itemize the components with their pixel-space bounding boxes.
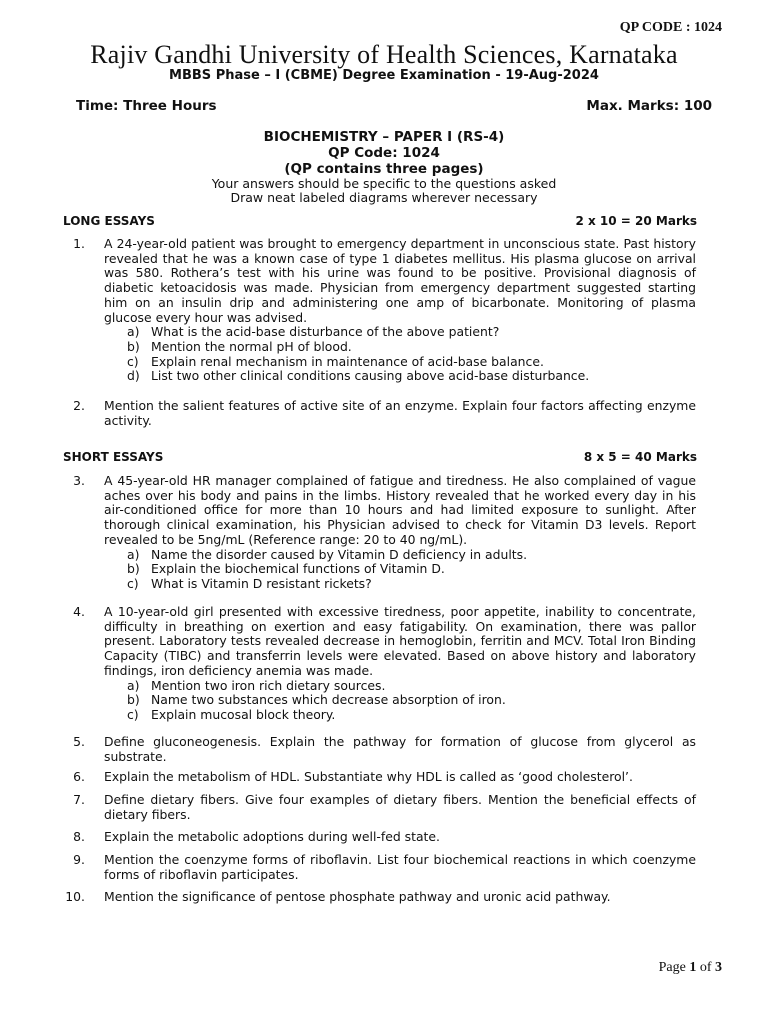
subject-block <box>0 129 768 177</box>
question-6 <box>63 770 696 785</box>
sub-question <box>127 325 696 340</box>
question-2 <box>63 399 696 428</box>
university-title: Rajiv Gandhi University of Health Sciences, Karnataka <box>90 40 678 69</box>
sub-label: b) <box>127 338 140 354</box>
sub-text: List two other clinical conditions causing above acid-base disturbance. <box>151 368 590 384</box>
question-number: 5. <box>73 734 85 749</box>
question-text: Mention the coenzyme forms of riboflavin. List four biochemical reactions in which coenzyme forms of riboflavin participates. <box>104 852 696 882</box>
pages-note: (QP contains three pages) <box>284 161 484 177</box>
page-number: 1 <box>689 960 697 975</box>
question-text: A 10-year-old girl presented with excessive tiredness, poor appetite, inability to concentrate, difficulty in breathing on exertion and easy fatigability. On examination, there was pallor present. Laboratory tests revealed decrease in hemoglobin, ferritin and MCV. Total Iron Binding Capacity (TIBC) and transferrin levels were elevated. Based on above history and laboratory findings, iron deficiency anemia was made. <box>104 604 696 678</box>
sub-label: c) <box>127 353 139 369</box>
question-text: A 24-year-old patient was brought to emergency department in unconscious state. Past history revealed that he was a known case of type 1 diabetes mellitus. His plasma glucose on arrival was 580. Rothera’s test with his urine was found to be positive. Provisional diagnosis of diabetic ketoacidosis was made. Physician from emergency department suggested starting him on an insulin drip and administering one amp of bicarbonate. Monitoring of plasma glucose every hour was advised. <box>104 236 696 325</box>
sub-question <box>127 548 696 563</box>
sub-text: What is the acid-base disturbance of the above patient? <box>151 324 500 340</box>
sub-question <box>127 340 696 355</box>
page-word: Page <box>658 960 686 975</box>
question-text: A 45-year-old HR manager complained of fatigue and tiredness. He also complained of vague aches over his body and pains in the limbs. History revealed that he worked every day in his air-conditioned office for more than 10 hours and had limited exposure to sunlight. After thorough clinical examination, his Physician advised to check for Vitamin D3 levels. Report revealed to be 5ng/mL (Reference range: 20 to 40 ng/mL). <box>104 473 696 547</box>
question-text: Explain the metabolic adoptions during well-fed state. <box>104 829 440 844</box>
short-essays-heading: SHORT ESSAYS <box>63 450 164 464</box>
sub-question <box>127 693 696 708</box>
sub-label: a) <box>127 324 140 340</box>
question-text: Define gluconeogenesis. Explain the pathway for formation of glucose from glycerol as substrate. <box>104 734 696 764</box>
question-number: 4. <box>73 604 85 619</box>
question-5 <box>63 735 696 764</box>
question-10 <box>63 890 696 905</box>
sub-label: a) <box>127 546 140 562</box>
question-number: 6. <box>73 769 85 784</box>
of-word: of <box>699 960 712 975</box>
question-text: Mention the salient features of active site of an enzyme. Explain four factors affecting enzyme activity. <box>104 398 696 428</box>
question-3 <box>63 474 696 592</box>
sub-questions <box>127 679 696 723</box>
instructions <box>0 177 768 205</box>
question-number: 9. <box>73 852 85 867</box>
long-essays-marks: 2 x 10 = 20 Marks <box>575 214 697 228</box>
question-number: 1. <box>73 236 85 251</box>
qp-code: QP CODE : 1024 <box>619 20 722 35</box>
sub-question <box>127 679 696 694</box>
sub-question <box>127 562 696 577</box>
sub-text: Explain mucosal block theory. <box>151 706 336 722</box>
sub-label: a) <box>127 677 140 693</box>
short-essays-heading-row <box>63 450 697 464</box>
question-number: 10. <box>65 889 85 904</box>
instruction-1: Your answers should be specific to the questions asked <box>211 176 557 191</box>
sub-text: Explain renal mechanism in maintenance of acid-base balance. <box>151 353 544 369</box>
question-number: 8. <box>73 829 85 844</box>
sub-label: c) <box>127 575 139 591</box>
long-essays-heading: LONG ESSAYS <box>63 214 155 228</box>
sub-label: d) <box>127 368 140 384</box>
exam-title: MBBS Phase – I (CBME) Degree Examination - 19-Aug-2024 <box>169 68 599 83</box>
subject-title: BIOCHEMISTRY – PAPER I (RS-4) <box>263 129 505 145</box>
sub-question <box>127 369 696 384</box>
sub-question <box>127 708 696 723</box>
question-1 <box>63 237 696 384</box>
sub-text: Name two substances which decrease absorption of iron. <box>151 692 506 708</box>
question-text: Explain the metabolism of HDL. Substantiate why HDL is called as ‘good cholesterol’. <box>104 769 633 784</box>
time-label: Time: Three Hours <box>76 98 217 114</box>
sub-text: Mention two iron rich dietary sources. <box>151 677 386 693</box>
short-essays-marks: 8 x 5 = 40 Marks <box>583 450 697 464</box>
sub-label: b) <box>127 692 140 708</box>
instruction-2: Draw neat labeled diagrams wherever necessary <box>230 190 538 205</box>
question-number: 3. <box>73 473 85 488</box>
sub-text: Mention the normal pH of blood. <box>151 338 352 354</box>
sub-questions <box>127 548 696 592</box>
page-total: 3 <box>715 960 722 975</box>
sub-label: b) <box>127 561 140 577</box>
page-footer <box>659 960 722 976</box>
question-8 <box>63 830 696 845</box>
sub-text: What is Vitamin D resistant rickets? <box>151 575 372 591</box>
question-number: 7. <box>73 792 85 807</box>
max-marks-label: Max. Marks: 100 <box>586 98 712 114</box>
sub-question <box>127 355 696 370</box>
question-text: Mention the significance of pentose phosphate pathway and uronic acid pathway. <box>104 889 611 904</box>
question-9 <box>63 853 696 882</box>
question-4 <box>63 605 696 723</box>
sub-text: Name the disorder caused by Vitamin D deficiency in adults. <box>151 546 528 562</box>
long-essays-heading-row <box>63 214 697 228</box>
sub-questions <box>127 325 696 384</box>
sub-label: c) <box>127 706 139 722</box>
question-7 <box>63 793 696 822</box>
sub-question <box>127 577 696 592</box>
question-text: Define dietary fibers. Give four examples of dietary fibers. Mention the beneficial effects of dietary fibers. <box>104 792 696 822</box>
qp-code-line: QP Code: 1024 <box>328 145 440 161</box>
sub-text: Explain the biochemical functions of Vitamin D. <box>151 561 445 577</box>
question-number: 2. <box>73 398 85 413</box>
